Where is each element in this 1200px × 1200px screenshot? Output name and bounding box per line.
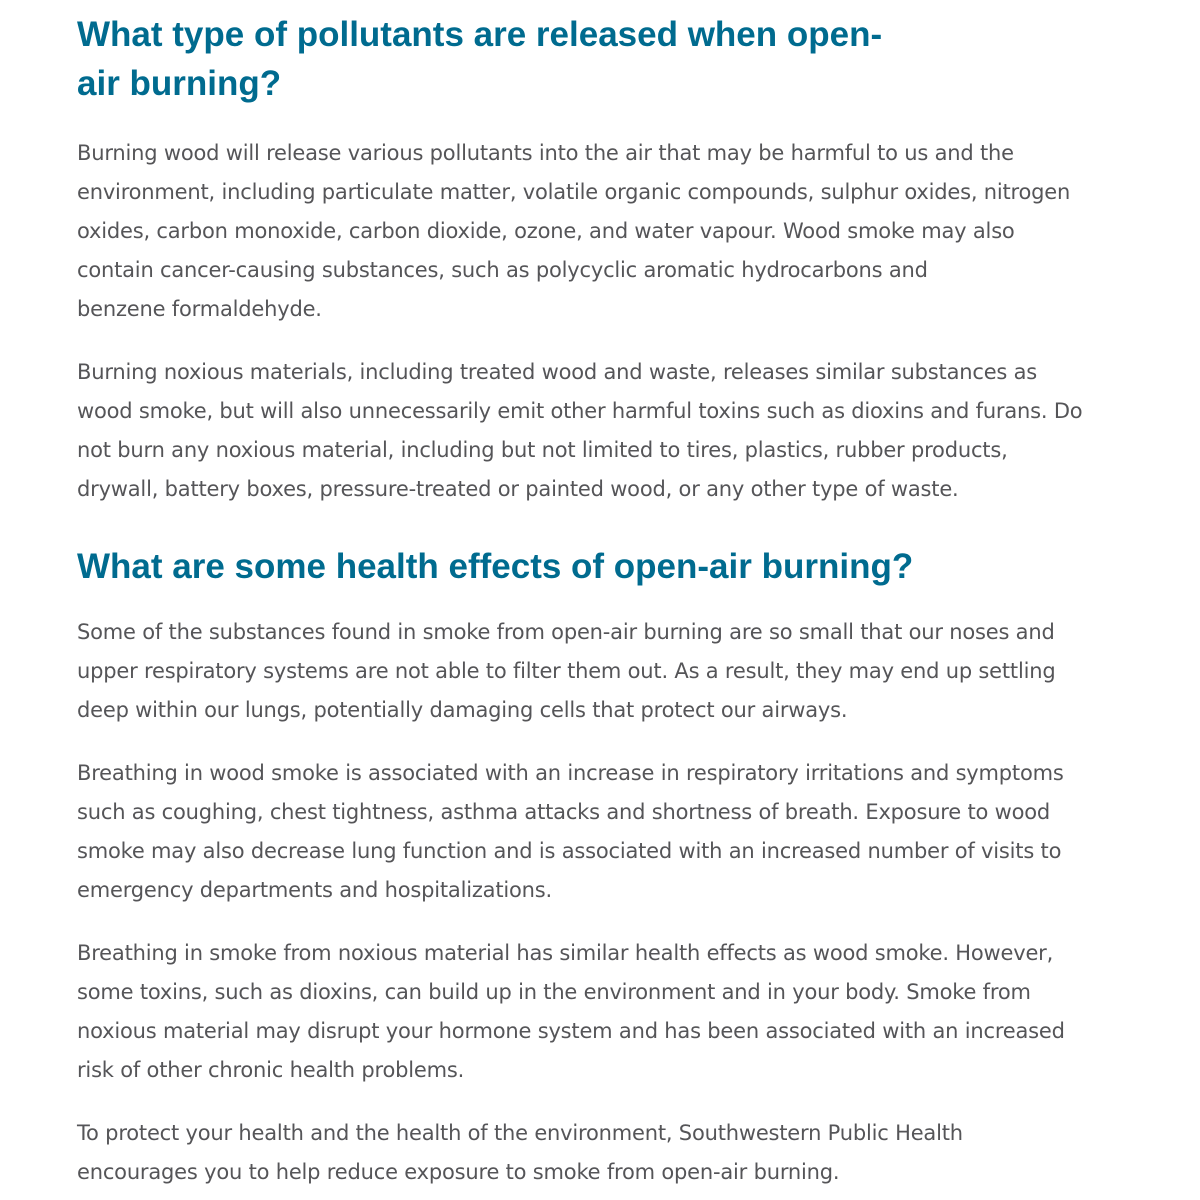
text-line: Burning wood will release various pollutants into the air that may be harmful to us and the bbox=[77, 141, 1014, 165]
text-line: emergency departments and hospitalizations. bbox=[77, 878, 552, 902]
text-line: benzene formaldehyde. bbox=[77, 297, 322, 321]
article-content bbox=[77, 0, 1137, 1192]
text-line: oxides, carbon monoxide, carbon dioxide, ozone, and water vapour. Wood smoke may also bbox=[77, 219, 1015, 243]
text-line: contain cancer-causing substances, such as polycyclic aromatic hydrocarbons and bbox=[77, 258, 928, 282]
text-line: Burning noxious materials, including treated wood and waste, releases similar substances as bbox=[77, 360, 1038, 384]
paragraph-wood-pollutants bbox=[77, 134, 1137, 329]
text-line: environment, including particulate matter, volatile organic compounds, sulphur oxides, nitrogen bbox=[77, 180, 1071, 204]
text-line: upper respiratory systems are not able to filter them out. As a result, they may end up settling bbox=[77, 659, 1056, 683]
paragraph-small-particles bbox=[77, 613, 1137, 730]
text-line: not burn any noxious material, including but not limited to tires, plastics, rubber products, bbox=[77, 438, 1008, 462]
paragraph-protect-health bbox=[77, 1114, 1137, 1192]
text-line: drywall, battery boxes, pressure-treated or painted wood, or any other type of waste. bbox=[77, 477, 959, 501]
text-line: To protect your health and the health of the environment, Southwestern Public Health bbox=[77, 1121, 963, 1145]
text-line: some toxins, such as dioxins, can build up in the environment and in your body. Smoke from bbox=[77, 980, 1031, 1004]
heading-line: What type of pollutants are released when open- bbox=[77, 15, 883, 54]
paragraph-noxious-materials bbox=[77, 353, 1137, 509]
text-line: encourages you to help reduce exposure to smoke from open-air burning. bbox=[77, 1160, 840, 1184]
heading-line: air burning? bbox=[77, 64, 282, 103]
text-line: smoke may also decrease lung function and is associated with an increased number of visits to bbox=[77, 839, 1062, 863]
heading-health-effects: What are some health effects of open-air burning? bbox=[77, 547, 914, 586]
text-line: Breathing in wood smoke is associated with an increase in respiratory irritations and symptoms bbox=[77, 761, 1064, 785]
paragraph-noxious-smoke-effects bbox=[77, 934, 1137, 1090]
text-line: Breathing in smoke from noxious material has similar health effects as wood smoke. However, bbox=[77, 941, 1054, 965]
text-line: noxious material may disrupt your hormone system and has been associated with an increased bbox=[77, 1019, 1065, 1043]
paragraph-wood-smoke-effects bbox=[77, 754, 1137, 910]
text-line: deep within our lungs, potentially damaging cells that protect our airways. bbox=[77, 698, 848, 722]
text-line: such as coughing, chest tightness, asthma attacks and shortness of breath. Exposure to wood bbox=[77, 800, 1051, 824]
text-line: wood smoke, but will also unnecessarily emit other harmful toxins such as dioxins and furans. Do bbox=[77, 399, 1083, 423]
heading-pollutants bbox=[77, 10, 947, 108]
text-line: Some of the substances found in smoke from open-air burning are so small that our noses and bbox=[77, 620, 1055, 644]
text-line: risk of other chronic health problems. bbox=[77, 1058, 465, 1082]
